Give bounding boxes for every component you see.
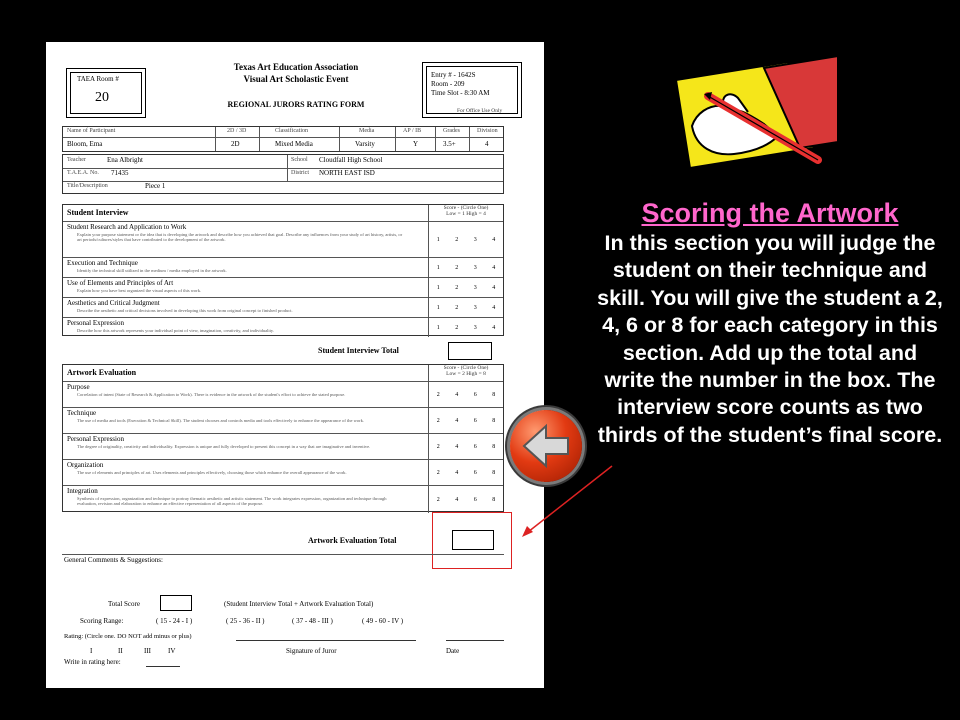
rating-label: Rating: (Circle one. DO NOT add minus or plus) [64, 633, 192, 640]
rating-form [46, 42, 544, 688]
back-button[interactable] [510, 410, 582, 482]
taea-no-label: T.A.E.A. No. [67, 170, 99, 176]
back-arrow-icon [510, 410, 582, 482]
val-name: Bloom, Ema [67, 140, 103, 148]
taea-room-label: TAEA Room # [77, 75, 119, 83]
side-body: In this section you will judge the student on their technique and skill. You will give the student a 2, 4, 6 or 8 for each category in this section. Add up the total and write the number in the box. The interview score counts as two thirds of the student’s final score. [597, 231, 943, 447]
event-title: Visual Art Scholastic Event [243, 74, 349, 84]
district-label: District [291, 170, 309, 176]
interview-criterion: Personal Expression Describe how this artwork represents your individual point of view, imagination, creativity, and individuality. 1 2 3 4 [63, 317, 503, 337]
title-label: Title/Description [67, 183, 108, 189]
col-name: Name of Participant [67, 128, 116, 134]
interview-criterion: Aesthetics and Critical Judgment Describe the aesthetic and critical decisions involved in developing this work from original concept to finished product. 1 2 3 4 [63, 297, 503, 318]
school-value: Cloudfall High School [319, 156, 383, 164]
range-1: ( 15 - 24 - I ) [156, 617, 193, 625]
evaluation-score-head: Score - (Circle One) [443, 365, 489, 371]
entry-box [422, 62, 522, 118]
teacher-value: Ena Albright [107, 156, 143, 164]
range-2: ( 25 - 36 - II ) [226, 617, 265, 625]
write-rating-label: Write in rating here: [64, 658, 121, 666]
taea-no-value: 71435 [111, 169, 129, 177]
interview-total-box[interactable] [448, 342, 492, 360]
entry-number: Entry # - 1642S [431, 71, 476, 79]
interview-score-range: Low = 1 High = 4 [446, 211, 486, 217]
write-rating-line[interactable] [146, 666, 180, 667]
association-title: Texas Art Education Association [233, 62, 359, 72]
interview-criterion: Use of Elements and Principles of Art Explain how you have best organized the visual aspects of this work. 1 2 3 4 [63, 277, 503, 298]
district-value: NORTH EAST ISD [319, 169, 375, 177]
school-label: School [291, 157, 308, 163]
interview-score-head: Score - (Circle One) [443, 205, 489, 211]
date-label: Date [446, 647, 460, 655]
col-division: Division [477, 128, 498, 134]
rating-1[interactable]: I [90, 647, 93, 655]
signature-line [236, 640, 416, 641]
comments-label: General Comments & Suggestions: [64, 556, 163, 564]
range-4: ( 49 - 60 - IV ) [362, 617, 404, 625]
rating-3[interactable]: III [144, 647, 151, 655]
evaluation-total-label: Artwork Evaluation Total [308, 536, 397, 545]
side-panel [596, 196, 944, 449]
total-formula: (Student Interview Total + Artwork Evaluation Total) [224, 600, 374, 608]
highlight-rectangle [432, 512, 512, 569]
student-interview-section [62, 204, 504, 336]
info-table [62, 154, 504, 194]
evaluation-title: Artwork Evaluation [67, 368, 137, 377]
entry-time: Time Slot - 8:30 AM [431, 89, 490, 97]
total-score-label: Total Score [108, 600, 140, 608]
taea-room-value: 20 [95, 90, 109, 105]
evaluation-criterion: Technique The use of media and tools (Execution & Technical Skill). The student chooses and controls media and tools effectively to enhance the appearance of the work. 2 4 6 8 [63, 407, 503, 434]
signature-label: Signature of Juror [286, 647, 337, 655]
scoring-range-label: Scoring Range: [80, 617, 124, 625]
val-division: 4 [485, 140, 489, 148]
comments-divider [62, 554, 504, 555]
val-media: Varsity [355, 140, 375, 148]
range-3: ( 37 - 48 - III ) [292, 617, 333, 625]
col-media: Media [359, 128, 375, 134]
evaluation-criterion: Organization The use of elements and principles of art. Uses elements and principles effectively, choosing those which enhance the overall appearance of the work. 2 4 6 8 [63, 459, 503, 486]
col-dim: 2D / 3D [227, 128, 247, 134]
total-score-box[interactable] [160, 595, 192, 611]
taea-room-box [66, 68, 146, 118]
form-title: REGIONAL JURORS RATING FORM [227, 100, 365, 109]
evaluation-criterion: Personal Expression The degree of originality, creativity and individuality. Expression is unique and fully developed to present this concept in a way that are imaginative and inventive. 2 4 6 8 [63, 433, 503, 460]
teacher-label: Teacher [67, 157, 86, 163]
val-apib: Y [413, 140, 419, 148]
entry-room: Room - 209 [431, 80, 465, 88]
interview-criterion: Student Research and Application to Work Explain your purpose statement or the idea that is developing the artwork and describe how you achieved that goal. Describe any influences from your study of art history, artists, or art periods/cultures/styles that have contributed to the development of the artwork. 1 2 3 4 [63, 221, 503, 258]
rating-4[interactable]: IV [168, 647, 176, 655]
evaluation-score-range: Low = 2 High = 8 [446, 371, 486, 377]
interview-title: Student Interview [67, 208, 129, 217]
evaluation-criterion: Integration Synthesis of expression, organization and technique to portray thematic aesthetic and artistic statement. The work integrates expression, organization and technique through evaluation, revision and elaboration to enhance an effective representation of all aspects of the purpose. 2 4 6 8 [63, 485, 503, 513]
col-class: Classification [275, 128, 308, 134]
val-grades: 3.5+ [443, 140, 456, 148]
col-grades: Grades [443, 128, 460, 134]
col-apib: AP / IB [403, 128, 422, 134]
date-line [446, 640, 504, 641]
office-use-label: For Office Use Only [457, 108, 503, 114]
interview-criterion: Execution and Technique Identify the technical skill utilized in the medium / media employed in the artwork. 1 2 3 4 [63, 257, 503, 278]
artwork-evaluation-section [62, 364, 504, 512]
interview-total-label: Student Interview Total [318, 346, 399, 355]
title-value: Piece 1 [145, 182, 166, 190]
side-title: Scoring the Artwork [641, 198, 899, 228]
rating-2[interactable]: II [118, 647, 123, 655]
val-class: Mixed Media [275, 140, 313, 148]
val-dim: 2D [231, 140, 240, 148]
evaluation-criterion: Purpose Correlation of intent (State of Research & Application to Work). There is evidence in the artwork of the student's effort to achieve the stated purpose. 2 4 6 8 [63, 381, 503, 408]
hand-writing-icon [668, 56, 842, 174]
participant-table [62, 126, 504, 152]
